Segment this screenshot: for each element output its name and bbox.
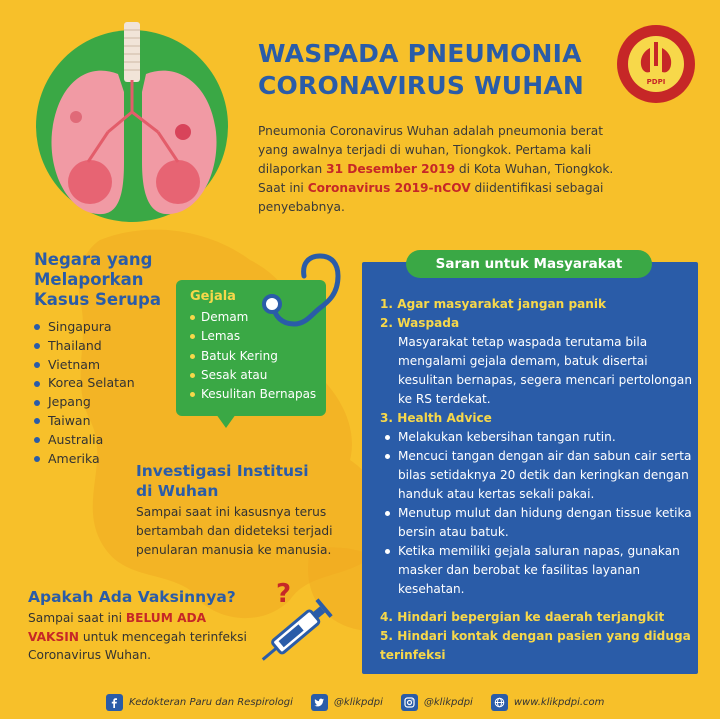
intro-text-3: diidentifikasi sebagai penyebabnya. (258, 181, 604, 214)
lungs-illustration (28, 22, 240, 222)
negara-heading-line-2: Melaporkan (34, 270, 144, 289)
footer-website-label: www.klikpdpi.com (513, 697, 605, 708)
country-item: Singapura (34, 318, 135, 337)
svg-text:?: ? (276, 579, 292, 609)
negara-heading (34, 250, 161, 310)
vaccine-text (28, 609, 248, 665)
pdpi-logo (616, 24, 696, 104)
intro-paragraph (258, 122, 618, 217)
health-advice-item: Mencuci tangan dengan air dan sabun cair serta bilas setidaknya 20 detik dan keringkan dengan handuk atau kertas sekali pakai. (380, 447, 692, 504)
investigation-text: Sampai saat ini kasusnya terus bertambah dan dideteksi terjadi penularan manusia ke manusia. (136, 505, 333, 557)
negara-heading-line-1: Negara yang (34, 250, 153, 269)
advice-point-5: 5. Hindari kontak dengan pasien yang diduga terinfeksi (380, 629, 691, 662)
symptom-item: Lemas (190, 327, 326, 346)
intro-virus: Coronavirus 2019-nCOV (307, 181, 471, 195)
country-item: Amerika (34, 450, 135, 469)
symptom-item: Sesak atau (190, 366, 326, 385)
logo-abbr: PDPI (646, 78, 666, 86)
advice-point-4: 4. Hindari bepergian ke daerah terjangkit (380, 610, 665, 624)
advice-point-2-text: Masyarakat tetap waspada terutama bila mengalami gejala demam, batuk disertai kesulitan bernapas, segera mencari pertolongan ke RS terdekat. (398, 335, 693, 406)
intro-date: 31 Desember 2019 (326, 162, 456, 176)
footer-facebook-label: Kedokteran Paru dan Respirologi (129, 697, 293, 708)
advice-point-3: 3. Health Advice (380, 411, 492, 425)
vaccine-text-1: Sampai saat ini (28, 611, 126, 625)
health-advice-item: Ketika memiliki gejala saluran napas, gunakan masker dan berobat ke fasilitas layanan kesehatan. (380, 542, 692, 599)
intro-text-1: Pneumonia Coronavirus Wuhan adalah pneumonia berat yang awalnya terjadi di wuhan, Tiongkok. Pertama kali dilaporkan (258, 124, 603, 176)
health-advice-item: Melakukan kebersihan tangan rutin. (380, 428, 692, 447)
title-line-2: CORONAVIRUS WUHAN (258, 71, 585, 100)
symptoms-title: Gejala (190, 289, 236, 304)
title-line-1: WASPADA PNEUMONIA (258, 39, 582, 68)
country-item: Jepang (34, 393, 135, 412)
footer-twitter-label: @klikpdpi (333, 697, 383, 708)
country-list (34, 318, 135, 468)
advice-body (380, 295, 692, 665)
syringe-icon (248, 574, 344, 666)
advice-heading: Saran untuk Masyarakat (406, 250, 652, 278)
intro-text-2: di Kota Wuhan, Tiongkok. Saat ini (258, 162, 614, 195)
twitter-icon (311, 694, 328, 711)
health-advice-list (380, 428, 692, 599)
symptom-item: Batuk Kering (190, 347, 326, 366)
footer-twitter[interactable] (311, 694, 383, 711)
advice-point-1: 1. Agar masyarakat jangan panik (380, 297, 607, 311)
footer (0, 686, 720, 719)
country-item: Vietnam (34, 356, 135, 375)
footer-instagram-label: @klikpdpi (423, 697, 473, 708)
negara-heading-line-3: Kasus Serupa (34, 290, 161, 309)
advice-point-2: 2. Waspada (380, 316, 460, 330)
stethoscope-icon (258, 250, 350, 345)
investigation-heading (136, 461, 309, 501)
footer-instagram[interactable] (401, 694, 473, 711)
page-title (258, 38, 598, 102)
country-item: Thailand (34, 337, 135, 356)
country-item: Australia (34, 431, 135, 450)
investigation-heading-line-2: di Wuhan (136, 482, 219, 500)
footer-website[interactable] (491, 694, 605, 711)
country-item: Korea Selatan (34, 374, 135, 393)
vaccine-heading: Apakah Ada Vaksinnya? (28, 588, 236, 606)
symptom-item: Kesulitan Bernapas (190, 385, 326, 404)
country-item: Taiwan (34, 412, 135, 431)
vaccine-text-2: untuk mencegah terinfeksi Coronavirus Wuhan. (28, 629, 247, 662)
footer-facebook[interactable] (106, 694, 293, 711)
facebook-icon (106, 694, 123, 711)
instagram-icon (401, 694, 418, 711)
health-advice-item: Menutup mulut dan hidung dengan tissue ketika bersin atau batuk. (380, 504, 692, 542)
globe-icon (491, 694, 508, 711)
symptom-item: Demam (190, 308, 326, 327)
investigation-heading-line-1: Investigasi Institusi (136, 462, 309, 480)
vaccine-highlight: BELUM ADA VAKSIN (28, 611, 207, 644)
